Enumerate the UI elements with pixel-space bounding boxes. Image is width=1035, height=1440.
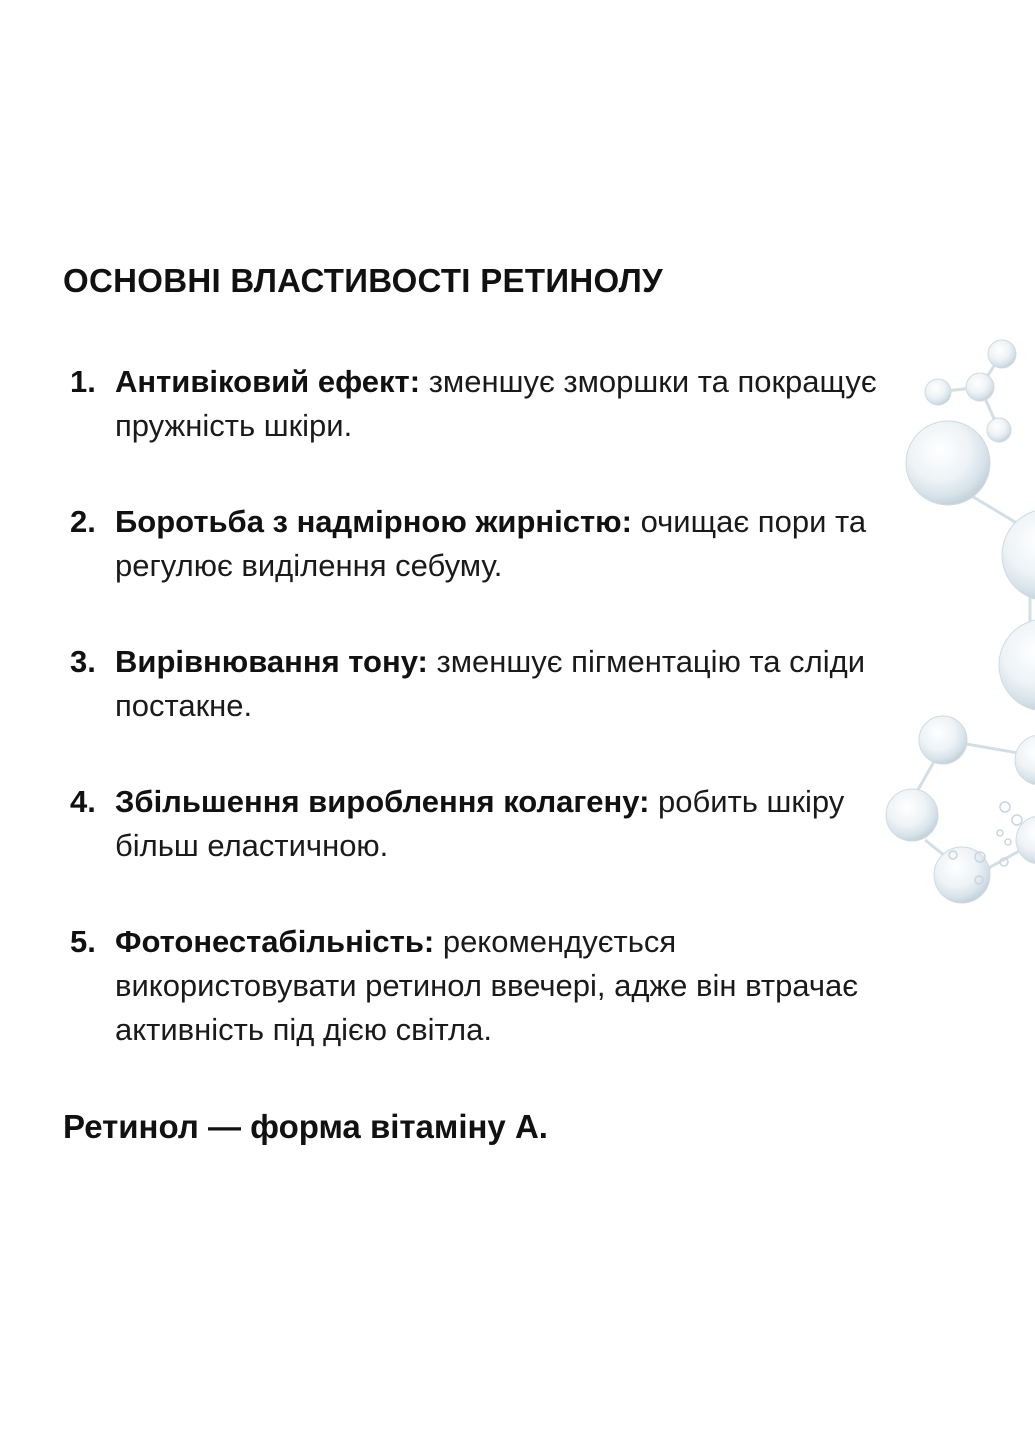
page-title: ОСНОВНІ ВЛАСТИВОСТІ РЕТИНОЛУ bbox=[63, 262, 663, 299]
item-heading: Боротьба з надмірною жирністю: bbox=[115, 504, 641, 539]
item-text: робить шкіру більш еластичною. bbox=[115, 784, 845, 863]
item-number: 2. bbox=[70, 504, 96, 539]
item-heading: Антивіковий ефект: bbox=[115, 364, 429, 399]
item-heading: Вирівнювання тону: bbox=[115, 644, 437, 679]
item-number: 3. bbox=[70, 644, 96, 679]
item-text: зменшує пігментацію та сліди постакне. bbox=[115, 644, 866, 723]
list-item bbox=[70, 360, 910, 448]
footer-note: Ретинол — форма вітаміну А. bbox=[63, 1108, 548, 1145]
item-text: зменшує зморшки та покращує пружність шкіри. bbox=[115, 364, 877, 443]
item-text: очищає пори та регулює виділення себуму. bbox=[115, 504, 867, 583]
list-item bbox=[70, 500, 910, 588]
item-number: 1. bbox=[70, 364, 96, 399]
item-number: 5. bbox=[70, 924, 96, 959]
list-item bbox=[70, 780, 910, 868]
properties-list bbox=[70, 360, 910, 1052]
item-heading: Збільшення вироблення колагену: bbox=[115, 784, 659, 819]
list-item bbox=[70, 920, 910, 1052]
item-number: 4. bbox=[70, 784, 96, 819]
list-item bbox=[70, 640, 910, 728]
item-text: рекомендується використовувати ретинол ввечері, адже він втрачає активність під дією світла. bbox=[115, 924, 859, 1047]
item-heading: Фотонестабільність: bbox=[115, 924, 443, 959]
